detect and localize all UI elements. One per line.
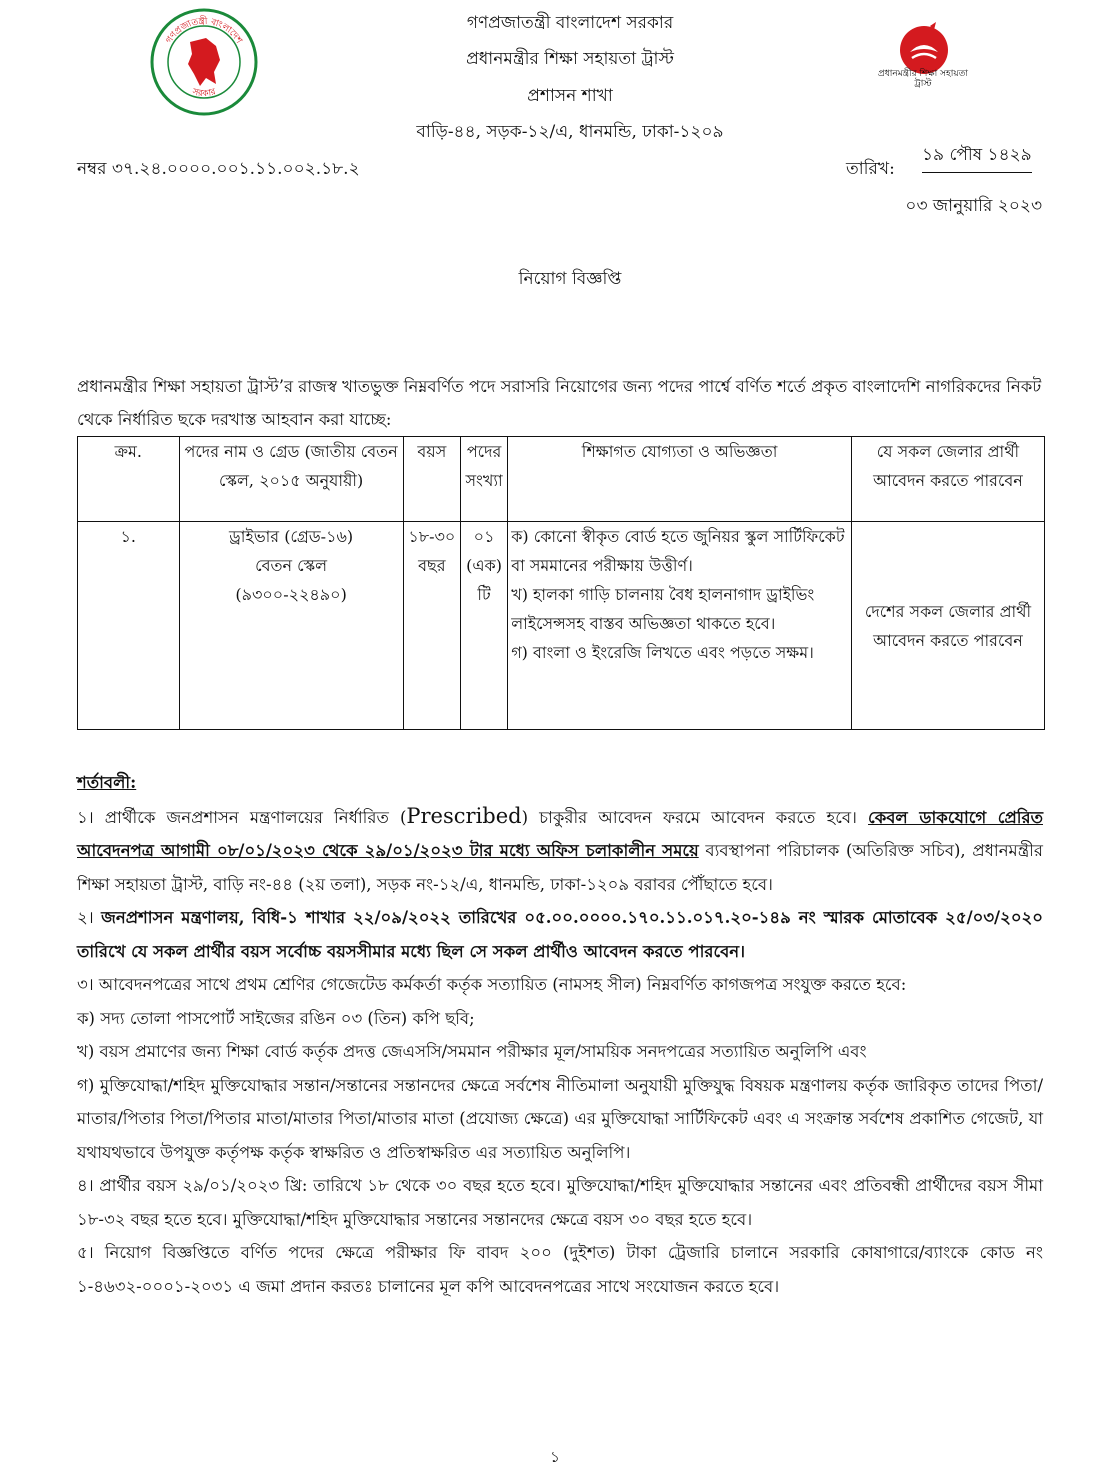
header-branch: প্রশাসন শাখা — [527, 86, 613, 106]
cell-districts: দেশের সকল জেলার প্রার্থী আবেদন করতে পারবেন — [851, 522, 1044, 730]
cell-qualification — [508, 522, 852, 730]
seal-text-top: গণপ্রজাতন্ত্রী বাংলাদেশ — [164, 16, 244, 46]
condition-4: ৪। প্রার্থীর বয়স ২৯/০১/২০২৩ খ্রি: তারিখে ১৮ থেকে ৩০ বছর হতে হবে। মুক্তিযোদ্ধা/শহিদ মুক্তিযোদ্ধার সন্তানের এবং প্রতিবন্ধী প্রার্থীদের বয়স সীমা ১৮-৩২ বছর হতে হবে। মুক্তিযোদ্ধা/শহিদ মুক্তিযোদ্ধার সন্তানের সন্তানদের ক্ষেত্রে বয়স ৩০ বছর হতে হবে। — [77, 1176, 1043, 1229]
condition-1-text-b: ) চাকুরীর আবেদন ফরমে আবেদন করতে হবে। — [521, 807, 869, 827]
job-table — [77, 436, 1045, 730]
date-bengali: ১৯ পৌষ ১৪২৯ — [922, 142, 1032, 173]
notice-title: নিয়োগ বিজ্ঞপ্তি — [518, 269, 622, 289]
condition-3-b: খ) বয়স প্রমাণের জন্য শিক্ষা বোর্ড কর্তৃক প্রদত্ত জেএসসি/সমমান পরীক্ষার মূল/সাময়িক সনদপত্রের সত্যায়িত অনুলিপি এবং — [77, 1042, 867, 1061]
col-header-districts: যে সকল জেলার প্রার্থী আবেদন করতে পারবেন — [851, 437, 1044, 522]
condition-1-deadline: কেবল ডাকযোগে প্রেরিত আবেদনপত্র আগামী ০৮/০১/২০২৩ থেকে ২৯/০১/২০২৩ টার মধ্যে অফিস চলাকালীন সময়ে — [77, 807, 1043, 860]
condition-1-text-a: ১। প্রার্থীকে জনপ্রশাসন মন্ত্রণালয়ের নির্ধারিত ( — [77, 807, 407, 827]
age-range: ১৮-৩০ — [408, 527, 456, 546]
condition-2 — [77, 901, 1043, 968]
trust-logo-caption: প্রধানমন্ত্রীর শিক্ষা সহায়তা ট্রাস্ট — [878, 69, 968, 89]
memo-number: নম্বর ৩৭.২৪.০০০০.০০১.১১.০০২.১৮.২ — [77, 159, 360, 179]
cell-count — [460, 522, 507, 730]
conditions-title: শর্তাবলী: — [77, 773, 137, 792]
condition-3-c: গ) মুক্তিযোদ্ধা/শহিদ মুক্তিযোদ্ধার সন্তান/সন্তানের সন্তানদের ক্ষেত্রে সর্বশেষ নীতিমালা অনুযায়ী মুক্তিযুদ্ধ বিষয়ক মন্ত্রণালয় কর্তৃক জারিকৃত তাদের পিতা/মাতার/পিতার পিতা/পিতার মাতা/মাতার পিতা/মাতার মাতা (প্রযোজ্য ক্ষেত্রে) এর মুক্তিযোদ্ধা সার্টিফিকেট এবং এ সংক্রান্ত সর্বশেষ প্রকাশিত গেজেট, যা যথাযথভাবে উপযুক্ত কর্তৃপক্ষ কর্তৃক স্বাক্ষরিত ও প্রতিস্বাক্ষরিত এর সত্যায়িত অনুলিপি। — [77, 1075, 1043, 1162]
condition-1 — [77, 800, 1043, 902]
post-count-words: (এক) — [466, 556, 502, 575]
col-header-post: পদের নাম ও গ্রেড (জাতীয় বেতন স্কেল, ২০১৫ অনুযায়ী) — [179, 437, 403, 522]
col-header-serial: ক্রম. — [78, 437, 180, 522]
post-name: ড্রাইভার (গ্রেড-১৬) — [229, 527, 354, 546]
post-count-unit: টি — [477, 585, 491, 604]
post-count: ০১ — [473, 527, 495, 546]
condition-2-text: জনপ্রশাসন মন্ত্রণালয়, বিধি-১ শাখার ২২/০৯/২০২২ তারিখের ০৫.০০.০০০০.১৭০.১১.০১৭.২০-১৪৯ নং স্মারক মোতাবেক ২৫/০৩/২০২০ তারিখে যে সকল প্রার্থীর বয়স সর্বোচ্চ বয়সসীমার মধ্যে ছিল সে সকল প্রার্থীও আবেদন করতে পারবেন। — [77, 908, 1044, 961]
page-number: ১ — [550, 1448, 560, 1466]
col-header-age: বয়স — [403, 437, 460, 522]
header-government: গণপ্রজাতন্ত্রী বাংলাদেশ সরকার — [466, 13, 674, 33]
cell-age — [403, 522, 460, 730]
condition-1-prescribed: Prescribed — [406, 803, 522, 828]
cell-post — [179, 522, 403, 730]
government-seal-logo — [150, 8, 258, 116]
age-unit: বছর — [418, 556, 446, 575]
qualification-b: খ) হালকা গাড়ি চালনায় বৈধ হালনাগাদ ড্রাইভিং লাইসেন্সসহ বাস্তব অভিজ্ঞতা থাকতে হবে। — [511, 585, 815, 633]
condition-1-text-c: ব্যবস্থাপনা পরিচালক (অতিরিক্ত সচিব), প্রধানমন্ত্রীর শিক্ষা সহায়তা ট্রাস্ট, বাড়ি নং-৪৪ (২য় তলা), সড়ক নং-১২/এ, ধানমন্ডি, ঢাকা-১২০৯ বরাবর পৌঁছাতে হবে। — [77, 841, 1043, 894]
qualification-c: গ) বাংলা ও ইংরেজি লিখতে এবং পড়তে সক্ষম। — [511, 643, 814, 662]
condition-3-a: ক) সদ্য তোলা পাসপোর্ট সাইজের রঙিন ০৩ (তিন) কপি ছবি; — [77, 1008, 475, 1028]
condition-3: ৩। আবেদনপত্রের সাথে প্রথম শ্রেণির গেজেটেড কর্মকর্তা কর্তৃক সত্যায়িত (নামসহ সীল) নিম্নবর্ণিত কাগজপত্র সংযুক্ত করতে হবে: — [77, 975, 907, 994]
header-address: বাড়ি-৪৪, সড়ক-১২/এ, ধানমন্ডি, ঢাকা-১২০৯ — [416, 122, 724, 142]
date-english: ০৩ জানুয়ারি ২০২৩ — [905, 196, 1042, 216]
post-scale-range: (৯৩০০-২২৪৯০) — [235, 585, 347, 604]
condition-2-number: ২। — [77, 908, 102, 927]
qualification-a: ক) কোনো স্বীকৃত বোর্ড হতে জুনিয়র স্কুল সার্টিফিকেট বা সমমানের পরীক্ষায় উত্তীর্ণ। — [511, 527, 845, 575]
table-header-row — [78, 437, 1045, 522]
conditions-section — [77, 766, 1043, 1303]
table-row — [78, 522, 1045, 730]
cell-serial: ১. — [78, 522, 180, 730]
col-header-count: পদের সংখ্যা — [460, 437, 507, 522]
header-trust-name: প্রধানমন্ত্রীর শিক্ষা সহায়তা ট্রাস্ট — [466, 49, 674, 69]
seal-text-bottom: সরকার — [190, 87, 218, 100]
post-scale-label: বেতন স্কেল — [255, 556, 328, 575]
intro-paragraph: প্রধানমন্ত্রীর শিক্ষা সহায়তা ট্রাস্ট’র রাজস্ব খাতভুক্ত নিম্নবর্ণিত পদে সরাসরি নিয়োগের জন্য পদের পার্শ্বে বর্ণিত শর্তে প্রকৃত বাংলাদেশি নাগরিকদের নিকট থেকে নির্ধারিত ছকে দরখাস্ত আহবান করা যাচ্ছে: — [77, 377, 1042, 429]
date-label: তারিখ: — [846, 159, 895, 179]
col-header-qualification: শিক্ষাগত যোগ্যতা ও অভিজ্ঞতা — [508, 437, 852, 522]
condition-5: ৫। নিয়োগ বিজ্ঞপ্তিতে বর্ণিত পদের ক্ষেত্রে পরীক্ষার ফি বাবদ ২০০ (দুইশত) টাকা ট্রেজারি চালানে সরকারি কোষাগারে/ব্যাংকে কোড নং ১-৪৬৩২-০০০১-২০৩১ এ জমা প্রদান করতঃ চালানের মূল কপি আবেদনপত্রের সাথে সংযোজন করতে হবে। — [77, 1243, 1043, 1296]
